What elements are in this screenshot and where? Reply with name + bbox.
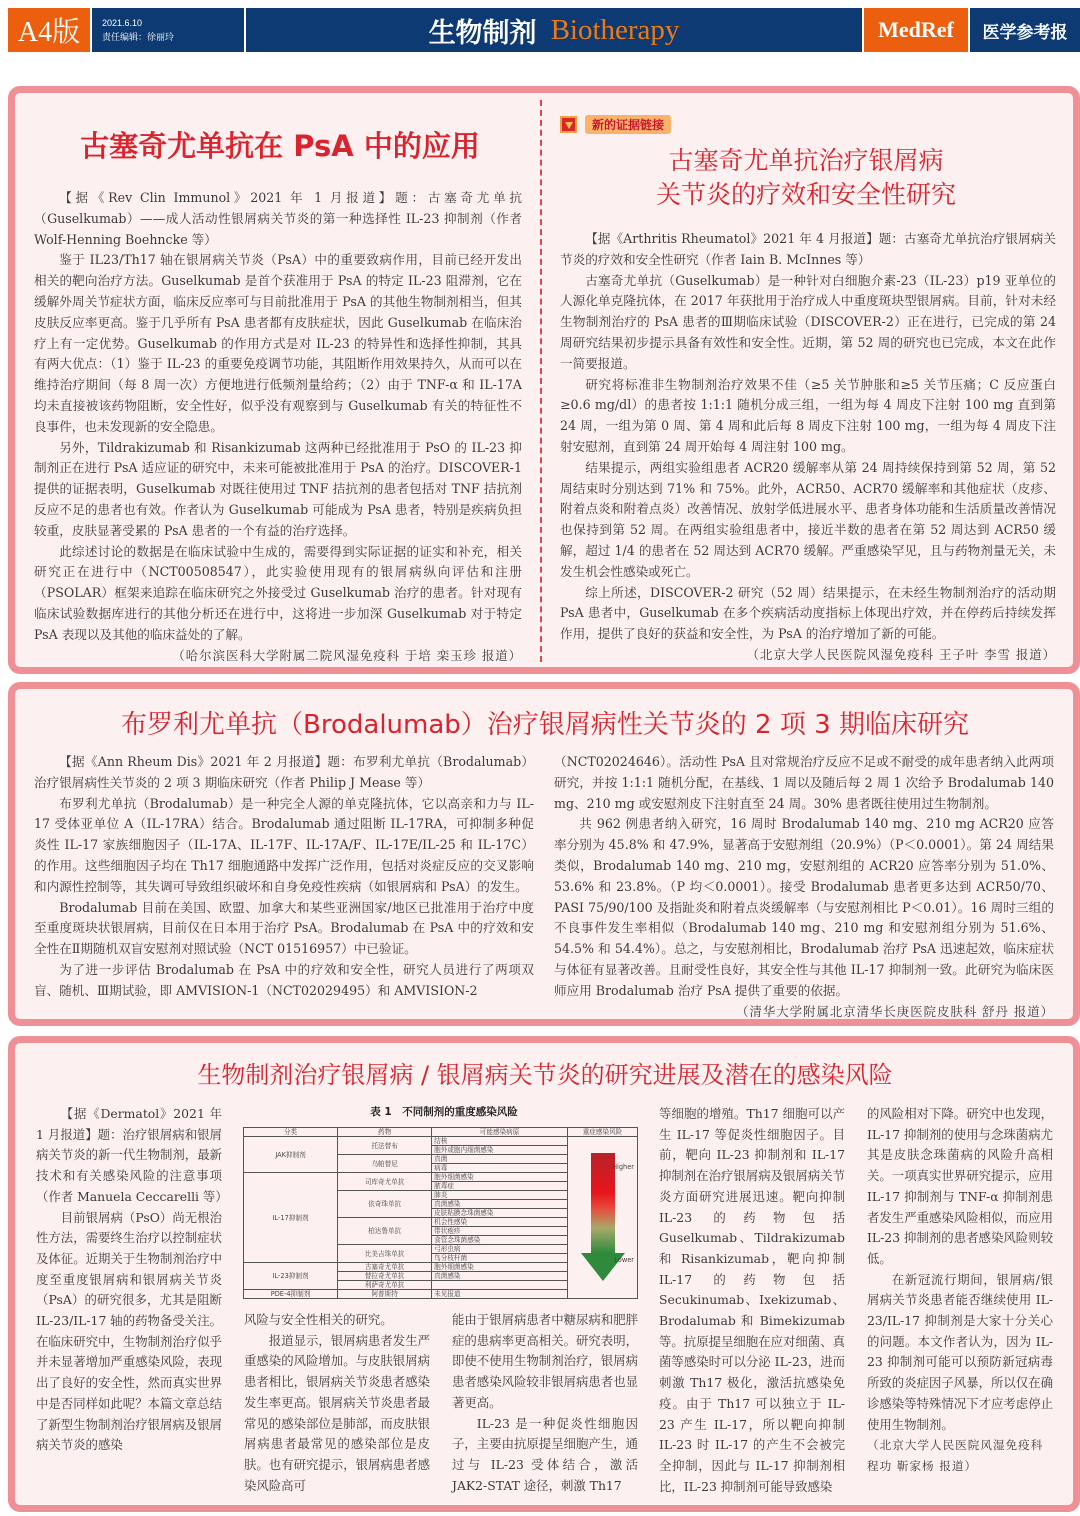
triangle-down-icon — [560, 116, 577, 133]
byline: （清华大学附属北京清华长庚医院皮肤科 舒丹 报道） — [736, 1003, 1054, 1019]
issue-date: 2021.6.10 — [102, 18, 143, 28]
table-caption: 表 1 不同制剂的重度感染风险 — [370, 1106, 518, 1118]
paragraph: 此综述讨论的数据是在临床试验中生成的，需要得到实际证据的证实和补充，相关研究正在进行中（NCT00508547），此实验使用现有的银屑病纵向评估和注册（PSOLAR）框架来追踪在临床研究之外接受过 Guselkumab 治疗的患者。针对现有临床试验数据库进行的其他分析还在进行中，这将进一步加深 Guselkumab 对于特定 PsA 表现以及其他的临床益处的了解。 — [34, 543, 522, 642]
higher-label: Higher — [612, 1163, 634, 1171]
section-title-zh: 生物制剂 — [428, 17, 537, 49]
brand-en: MedRef — [864, 8, 968, 52]
drug-name: 阿普斯特 — [338, 1290, 432, 1299]
article1-title: 古塞奇尤单抗在 PsA 中的应用 — [80, 129, 480, 163]
paragraph: 布罗利尤单抗（Brodalumab）是一种完全人源的单克隆抗体，它以高亲和力与 IL-17 受体亚单位 A（IL-17RA）结合。Brodalumab 通过阻断 IL-17RA，可抑制多种促炎性 IL-17 家族细胞因子（IL-17A、IL-17F、IL-17A/F、IL-17E/IL-25 和 IL-17C）的作用。这些细胞因子均在 Th17 细胞通路中发挥广泛作用，包括对炎症反应的交叉影响和内源性控制等，其失调可导致组织破坏和自身免疫性疾病（如银屑病和 PsA）的发生。 — [34, 795, 534, 894]
byline: （北京大学人民医院风湿免疫科 程功 靳家杨 报道） — [867, 1438, 1044, 1474]
pathogen: 病毒 — [432, 1164, 568, 1173]
paragraph: 结果提示，两组实验组患者 ACR20 缓解率从第 24 周持续保持到第 52 周，第 52 周结束时分别达到 71% 和 75%。此外，ACR50、ACR70 缓解率和其他症状（皮疹、附着点炎和附着点炎）改善情况、放射学低进展水平、患者身体功能和生活质量改善情况也保持到第 52 周。在两组实验组患者中，接近半数的患者在第 52 周达到 ACR50 缓解，超过 1/4 的患者在 52 周达到 ACR70 缓解。严重感染罕见，且与药物剂量无关，未发生机会性感染或死亡。 — [560, 459, 1056, 579]
paragraph: 风险与安全性相关的研究。 — [244, 1312, 393, 1327]
masthead — [8, 8, 1080, 52]
pathogen: 食管念珠菌感染 — [432, 1236, 568, 1245]
article4-col3 — [452, 1310, 638, 1496]
paragraph: 报道显示，银屑病患者发生严重感染的风险增加。与皮肤银屑病患者相比，银屑病关节炎患者感染发生率更高。银屑病关节炎患者最常见的感染部位是肺部，而皮肤银屑病患者最常见的感染部位是皮肤。也有研究提示，银屑病患者感染风险高可 — [244, 1332, 430, 1493]
paragraph: 在新冠流行期间，银屑病/银屑病关节炎患者能否继续使用 IL-23/IL-17 抑制剂是大家十分关心的问题。本文作者认为，因为 IL-23 抑制剂可能可以预防新冠病毒所致的炎症因子风暴，所以仅在确诊感染等特殊情况下才应考虑停止使用生物制剂。 — [867, 1271, 1053, 1432]
pathogen: 真菌感染 — [432, 1272, 568, 1281]
article4-title: 生物制剂治疗银屑病 / 银屑病关节炎的研究进展及潜在的感染风险 — [197, 1061, 893, 1089]
edition-label: A4版 — [8, 8, 90, 52]
table-header: 药物 — [338, 1128, 432, 1137]
pathogen: 胞外细菌感染 — [432, 1263, 568, 1272]
drug-name: 司库奇尤单抗 — [338, 1173, 432, 1191]
title-line: 关节炎的疗效和安全性研究 — [655, 180, 956, 209]
paragraph: 古塞奇尤单抗（Guselkumab）是一种针对白细胞介素-23（IL-23）p19 亚单位的人源化单克隆抗体，在 2017 年获批用于治疗成人中重度斑块型银屑病。目前，针对未经生物制剂治疗的 PsA 患者的Ⅲ期临床试验（DISCOVER-2）正在进行，已完成的第 24 周研究结果初步提示具备有效性和安全性。近期，第 52 周的研究也已完成，本文在此作一简要报道。 — [560, 272, 1056, 371]
table-wrap — [243, 1127, 645, 1299]
pathogen: 胞外细菌感染 — [432, 1173, 568, 1182]
pathogen: 结核 — [432, 1137, 568, 1146]
paragraph: 【据《Rev Clin Immunol》2021 年 1 月报道】题：古塞奇尤单抗（Guselkumab）——成人活动性银屑病关节炎的第一种选择性 IL-23 抑制剂（作者 Wolf-Henning Boehncke 等） — [34, 190, 522, 247]
drug-class: PDE-4抑制剂 — [244, 1290, 338, 1299]
drug-name: 依奇珠单抗 — [338, 1191, 432, 1218]
byline: （北京大学人民医院风湿免疫科 王子叶 李雪 报道） — [746, 646, 1056, 662]
pathogen: 未见报道 — [432, 1290, 568, 1299]
pathogen: 机会性感染 — [432, 1218, 568, 1227]
section-title — [246, 8, 862, 52]
article2-title — [556, 144, 1056, 212]
article2-body — [560, 229, 1056, 666]
article4-col1 — [36, 1104, 228, 1456]
evidence-badge — [560, 115, 671, 134]
pathogen: 弓形虫病 — [432, 1245, 568, 1254]
paragraph: （NCT02024646）。活动性 PsA 且对常规治疗反应不足或不耐受的成年患者纳入此两项研究，并按 1:1:1 随机分配，在基线、1 周以及随后每 2 周 1 次给予 Brodalumab 140 mg、210 mg 或安慰剂皮下注射直至 24 周。30% 患者既往使用过生物制剂。 — [554, 754, 1054, 811]
drug-name: 古塞奇尤单抗 — [338, 1263, 432, 1272]
risk-table — [243, 1127, 638, 1299]
drug-name: 比美吉珠单抗 — [338, 1245, 432, 1263]
pathogen: 胞外或胞内细菌感染 — [432, 1146, 568, 1155]
paragraph: Brodalumab 目前在美国、欧盟、加拿大和某些亚洲国家/地区已批准用于治疗中度至重度斑块状银屑病，目前仅在日本用于治疗 PsA。Brodalumab 在 PsA 中的疗效和安全性在Ⅱ期随机双盲安慰剂对照试验（NCT 01516957）中已验证。 — [34, 899, 534, 957]
paragraph: 【据《Dermatol》2021 年 1 月报道】题：治疗银屑病和银屑病关节炎的新一代生物制剂，最新技术和有关感染风险的注意事项（作者 Manuela Ceccarelli 等） — [36, 1106, 228, 1204]
article4-col5 — [867, 1104, 1053, 1477]
table-row — [244, 1137, 638, 1146]
drug-name: 乌帕替尼 — [338, 1155, 432, 1173]
paragraph: 等细胞的增殖。Th17 细胞可以产生 IL-17 等促炎性细胞因子。目前，靶向 IL-23 抑制剂和 IL-17 抑制剂在治疗银屑病及银屑病关节炎方面研究进展迅速。靶向抑制 IL-23 的药物包括 Guselkumab、Tildrakizumab 和 Risankizumab，靶向抑制 IL-17 的药物包括 Secukinumab、Ixekizumab、Brodalumab 和 Bimekizumab 等。抗原提呈细胞在应对细菌、真菌等感染时可以分泌 IL-23，进而刺激 Th17 极化，激活抗感染免疫。由于 Th17 可以独立于 IL-23 产生 IL-17，所以靶向抑制 IL-23 时 IL-17 的产生不会被完全抑制，因此与 IL-17 抑制剂相比，IL-23 抑制剂可能导致感染 — [659, 1106, 845, 1494]
risk-scale — [568, 1137, 638, 1299]
pathogen — [432, 1281, 568, 1290]
paragraph: 研究将标准非生物制剂治疗效果不佳（≥5 关节肿胀和≥5 关节压痛；C 反应蛋白≥0.6 mg/dl）的患者按 1:1:1 随机分成三组，一组为每 4 周皮下注射 100 mg 直到第 24 周，一组为第 0 周、第 4 周和此后每 8 周皮下注射 100 mg，一组为每 4 周皮下注射安慰剂，直到第 24 周开始每 4 周注射 100 mg。 — [560, 376, 1056, 454]
paragraph: 综上所述，DISCOVER-2 研究（52 周）结果提示，在未经生物制剂治疗的活动期 PsA 患者中，Guselkumab 在多个疾病活动度指标上体现出疗效，并在停药后持续发挥作用，提供了良好的获益和安全性，为 PsA 的治疗增加了新的可能。 — [560, 584, 1056, 642]
article3-right — [554, 752, 1054, 1022]
paragraph: IL-23 是一种促炎性细胞因子，主要由抗原提呈细胞产生，通过与 IL-23 受体结合，激活 JAK2-STAT 途径，刺激 Th17 — [452, 1415, 638, 1493]
pathogen: 真菌感染 — [432, 1200, 568, 1209]
article1-body — [34, 188, 522, 666]
table-header-row — [244, 1128, 638, 1137]
byline: （哈尔滨医科大学附属二院风湿免疫科 于培 栾玉珍 报道） — [172, 647, 522, 663]
paragraph: 的风险相对下降。研究中也发现，IL-17 抑制剂的使用与念珠菌病尤其是皮肤念珠菌病的风险升高相关。一项真实世界研究提示，应用 IL-17 抑制剂与 TNF-α 抑制剂患者发生严重感染风险相似，而应用 IL-23 抑制剂的患者感染风险则较低。 — [867, 1106, 1053, 1266]
editor: 责任编辑：徐丽玲 — [102, 32, 175, 42]
drug-name: 替拉奇尤单抗 — [338, 1272, 432, 1281]
table-header: 分类 — [244, 1128, 338, 1137]
drug-name: 托法替布 — [338, 1137, 432, 1155]
pathogen: 真菌 — [432, 1155, 568, 1164]
column-divider — [540, 100, 542, 662]
paragraph: 能由于银屑病患者中糖尿病和肥胖症的患病率更高相关。研究表明，即使不使用生物制剂治疗，银屑病患者感染风险较非银屑病患者也显著更高。 — [452, 1312, 638, 1410]
article3-title: 布罗利尤单抗（Brodalumab）治疗银屑病性关节炎的 2 项 3 期临床研究 — [121, 710, 969, 740]
paragraph: 鉴于 IL23/Th17 轴在银屑病关节炎（PsA）中的重要致病作用，目前已经开发出相关的靶向治疗方法。Guselkumab 是首个获准用于 PsA 的特定 IL-23 阻滞剂，它在缓解外周关节症状方面，临床反应率可与目前批准用于 PsA 的其他生物制剂相当，但其皮肤反应率更高。鉴于几乎所有 PsA 患者都有皮肤症状，因此 Guselkumab 在临床治疗上有一定优势。Guselkumab 的作用方式是对 IL-23 的特异性和选择性抑制，其具有两大优点：（1）鉴于 IL-23 的重要免疫调节功能，其阻断作用效果持久，从而可以在维持治疗期间（每 8 周一次）方便地进行低频剂量给药；（2）由于 TNF-α 和 IL-17A 均未直接被该药物阻断，安全性好，似乎没有观察到与 Guselkumab 有关的特征性不良事件，也未发现新的安全隐患。 — [34, 252, 522, 434]
paragraph: 目前银屑病（PsO）尚无根治性方法，需要终生治疗以控制症状及体征。近期关于生物制剂治疗中度至重度银屑病和银屑病关节炎（PsA）的研究很多，尤其是阻断 IL-23/IL-17 轴的药物备受关注。在临床研究中，生物制剂治疗似乎并未显著增加严重感染风险，表现出了良好的安全性，然而真实世界中是否同样如此呢？本篇文章总结了新型生物制剂治疗银屑病及银屑病关节炎的感染 — [36, 1209, 222, 1453]
article4-col4 — [659, 1104, 845, 1497]
drug-class: JAK抑制剂 — [244, 1137, 338, 1173]
brand-zh: 医学参考报 — [970, 8, 1080, 52]
paragraph: 为了进一步评估 Brodalumab 在 PsA 中的疗效和安全性，研究人员进行了两项双盲、随机、Ⅲ期试验，即 AMVISION-1（NCT02029495）和 AMVISION-2 — [34, 961, 534, 998]
paragraph: 【据《Arthritis Rheumatol》2021 年 4 月报道】题：古塞奇尤单抗治疗银屑病关节炎的疗效和安全性研究（作者 Iain B. McInnes 等） — [560, 231, 1056, 267]
issue-meta — [92, 8, 244, 52]
article3-left — [34, 752, 534, 1002]
drug-name: 柏达鲁单抗 — [338, 1218, 432, 1245]
pathogen: 皮肤粘膜念珠菌感染 — [432, 1209, 568, 1218]
section-title-en: Biotherapy — [550, 13, 680, 46]
pathogen: 带状疱疹 — [432, 1227, 568, 1236]
drug-class: IL-23抑制剂 — [244, 1263, 338, 1290]
risk-table-figure — [243, 1104, 645, 1299]
article4-col2 — [244, 1310, 430, 1496]
drug-name: 利萨奇尤单抗 — [338, 1281, 432, 1290]
pathogen: 脓毒症 — [432, 1182, 568, 1191]
title-line: 古塞奇尤单抗治疗银屑病 — [668, 146, 944, 175]
table-header: 重症感染风险 — [568, 1128, 638, 1137]
paragraph: 共 962 例患者纳入研究，16 周时 Brodalumab 140 mg、210 mg ACR20 应答率分别为 45.8% 和 47.9%，显著高于安慰剂组（20.9%）（P＜0.0001）。第 24 周结果类似，Brodalumab 140 mg、210 mg，安慰剂组的 ACR20 应答率分别为 51.0%、53.6% 和 23.8%。（P 均＜0.0001）。接受 Brodalumab 患者更多达到 ACR50/70、PASI 75/90/100 及指趾炎和附着点炎缓解率（与安慰剂相比 P＜0.01）。16 周时三组的不良事件发生率相似（Brodalumab 140 mg、210 mg 和安慰剂组分别为 51.6%、54.5% 和 54.4%）。总之，与安慰剂相比，Brodalumab 治疗 PsA 迅速起效，临床症状与体征有显著改善。且耐受性良好，其安全性与其他 IL-17 抑制剂一致。此研究为临床医师应用 Brodalumab 治疗 PsA 提供了重要的依据。 — [554, 816, 1054, 998]
pathogen: 鸟分枝杆菌 — [432, 1254, 568, 1263]
pathogen: 肺炎 — [432, 1191, 568, 1200]
lower-label: Lower — [614, 1256, 634, 1264]
paragraph: 【据《Ann Rheum Dis》2021 年 2 月报道】题：布罗利尤单抗（Brodalumab）治疗银屑病性关节炎的 2 项 3 期临床研究（作者 Philip J Mease 等） — [34, 754, 534, 790]
paragraph: 另外，Tildrakizumab 和 Risankizumab 这两种已经批准用于 PsO 的 IL-23 抑制剂正在进行 PsA 适应证的研究中，未来可能被批准用于 PsA 的治疗。DISCOVER-1 提供的证据表明，Guselkumab 对既往使用过 TNF 拮抗剂的患者包括对 TNF 拮抗剂反应不足的患者也有效。作者认为 Guselkumab 可能成为 PsA 患者，特别是疾病负担较重，皮肤显著受累的 PsA 患者的一个有益的治疗选择。 — [34, 439, 522, 538]
table-header: 可能感染病原 — [432, 1128, 568, 1137]
badge-label: 新的证据链接 — [585, 115, 671, 134]
drug-class: IL-17抑制剂 — [244, 1173, 338, 1263]
